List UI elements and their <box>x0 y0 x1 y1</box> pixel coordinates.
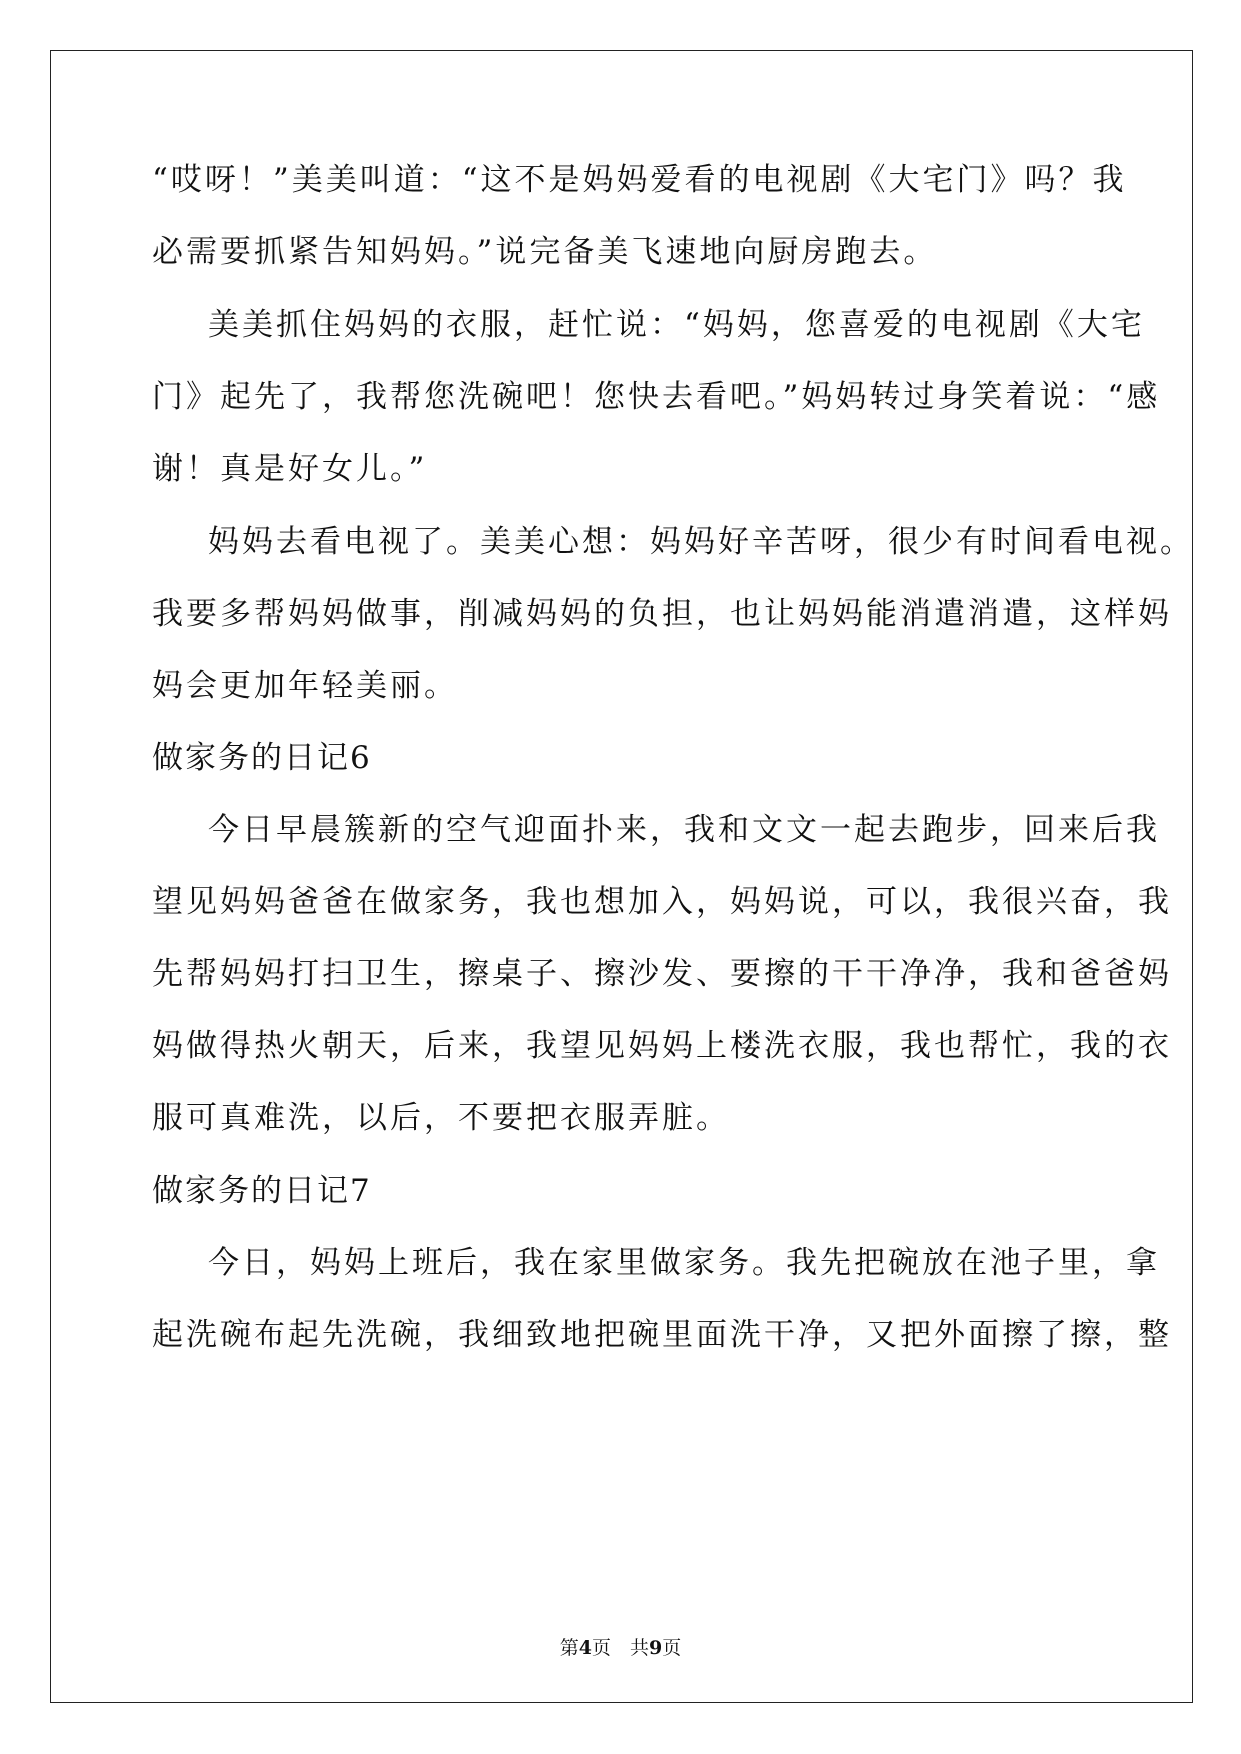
text-line: 起洗碗布起先洗碗，我细致地把碗里面洗干净，又把外面擦了擦，整 <box>152 1317 1172 1353</box>
text-line: 妈会更加年轻美丽。 <box>152 668 458 704</box>
text-line: 妈妈去看电视了。美美心想：妈妈好辛苦呀，很少有时间看电视。 <box>208 524 1194 560</box>
text-line: 我要多帮妈妈做事，削减妈妈的负担，也让妈妈能消遣消遣，这样妈 <box>152 596 1172 632</box>
page-number-total: 9 <box>649 1637 663 1659</box>
page-border <box>50 50 1193 1703</box>
text-line: 妈做得热火朝天，后来，我望见妈妈上楼洗衣服，我也帮忙，我的衣 <box>152 1028 1172 1064</box>
text-line: 美美抓住妈妈的衣服，赶忙说：“妈妈，您喜爱的电视剧《大宅 <box>208 307 1145 343</box>
page-footer <box>0 1633 1241 1660</box>
footer-prefix: 第 <box>559 1637 579 1659</box>
text-line: 服可真难洗，以后，不要把衣服弄脏。 <box>152 1100 730 1136</box>
text-line: 先帮妈妈打扫卫生，擦桌子、擦沙发、要擦的干干净净，我和爸爸妈 <box>152 956 1172 992</box>
footer-suffix: 页 <box>662 1637 682 1659</box>
footer-mid: 页 共 <box>591 1637 649 1659</box>
text-line: 望见妈妈爸爸在做家务，我也想加入，妈妈说，可以，我很兴奋，我 <box>152 884 1172 920</box>
section-heading: 做家务的日记7 <box>152 1173 372 1209</box>
section-heading: 做家务的日记6 <box>152 740 372 776</box>
text-line: 今日早晨簇新的空气迎面扑来，我和文文一起去跑步，回来后我 <box>208 812 1160 848</box>
page-number-current: 4 <box>578 1637 592 1659</box>
text-line: 必需要抓紧告知妈妈。”说完备美飞速地向厨房跑去。 <box>152 234 938 270</box>
text-line: 门》起先了，我帮您洗碗吧！您快去看吧。”妈妈转过身笑着说：“感 <box>152 379 1161 415</box>
text-line: “哎呀！”美美叫道：“这不是妈妈爱看的电视剧《大宅门》吗？我 <box>152 162 1127 198</box>
text-line: 谢！真是好女儿。” <box>152 451 428 487</box>
text-line: 今日，妈妈上班后，我在家里做家务。我先把碗放在池子里，拿 <box>208 1245 1160 1281</box>
